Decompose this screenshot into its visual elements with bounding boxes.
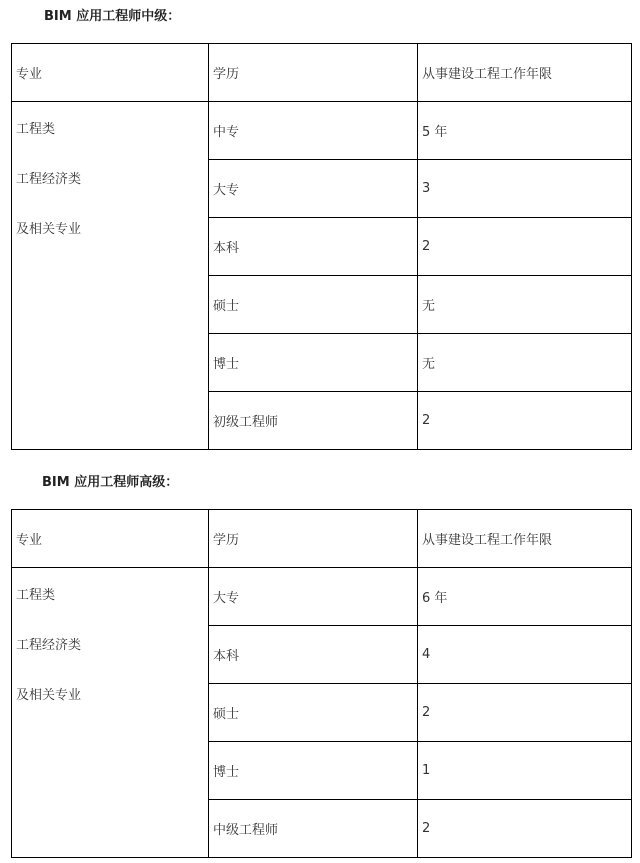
- education-cell: 大专: [209, 160, 418, 218]
- education-cell: 初级工程师: [209, 392, 418, 450]
- education-cell: 本科: [209, 626, 418, 684]
- header-years: 从事建设工程工作年限: [418, 510, 632, 568]
- years-cell: 6 年: [418, 568, 632, 626]
- years-cell: 5 年: [418, 102, 632, 160]
- major-line: 工程经济类: [16, 172, 82, 187]
- education-cell: 硕士: [209, 684, 418, 742]
- table-header-row: [12, 510, 632, 568]
- header-years: 从事建设工程工作年限: [418, 44, 632, 102]
- header-education: 学历: [209, 44, 418, 102]
- major-line: 工程类: [16, 122, 56, 137]
- header-major: 专业: [12, 44, 209, 102]
- header-education: 学历: [209, 510, 418, 568]
- advanced-title: BIM 应用工程师高级：: [42, 475, 179, 490]
- years-cell: 无: [418, 334, 632, 392]
- major-line: 及相关专业: [16, 222, 82, 237]
- intermediate-requirements-table: [11, 43, 632, 450]
- years-cell: 4: [418, 626, 632, 684]
- education-cell: 硕士: [209, 276, 418, 334]
- years-cell: 1: [418, 742, 632, 800]
- major-cell: [12, 568, 209, 858]
- education-cell: 中专: [209, 102, 418, 160]
- years-cell: 2: [418, 800, 632, 858]
- major-line: 工程类: [16, 588, 56, 603]
- years-cell: 2: [418, 218, 632, 276]
- years-cell: 3: [418, 160, 632, 218]
- major-line: 及相关专业: [16, 688, 82, 703]
- education-cell: 中级工程师: [209, 800, 418, 858]
- intermediate-title: BIM 应用工程师中级：: [44, 9, 181, 24]
- advanced-requirements-table: [11, 509, 632, 858]
- education-cell: 博士: [209, 742, 418, 800]
- education-cell: 博士: [209, 334, 418, 392]
- table-row: [12, 102, 632, 160]
- years-cell: 2: [418, 684, 632, 742]
- major-line: 工程经济类: [16, 638, 82, 653]
- header-major: 专业: [12, 510, 209, 568]
- table-row: [12, 568, 632, 626]
- table-header-row: [12, 44, 632, 102]
- major-cell: [12, 102, 209, 450]
- years-cell: 2: [418, 392, 632, 450]
- education-cell: 大专: [209, 568, 418, 626]
- years-cell: 无: [418, 276, 632, 334]
- education-cell: 本科: [209, 218, 418, 276]
